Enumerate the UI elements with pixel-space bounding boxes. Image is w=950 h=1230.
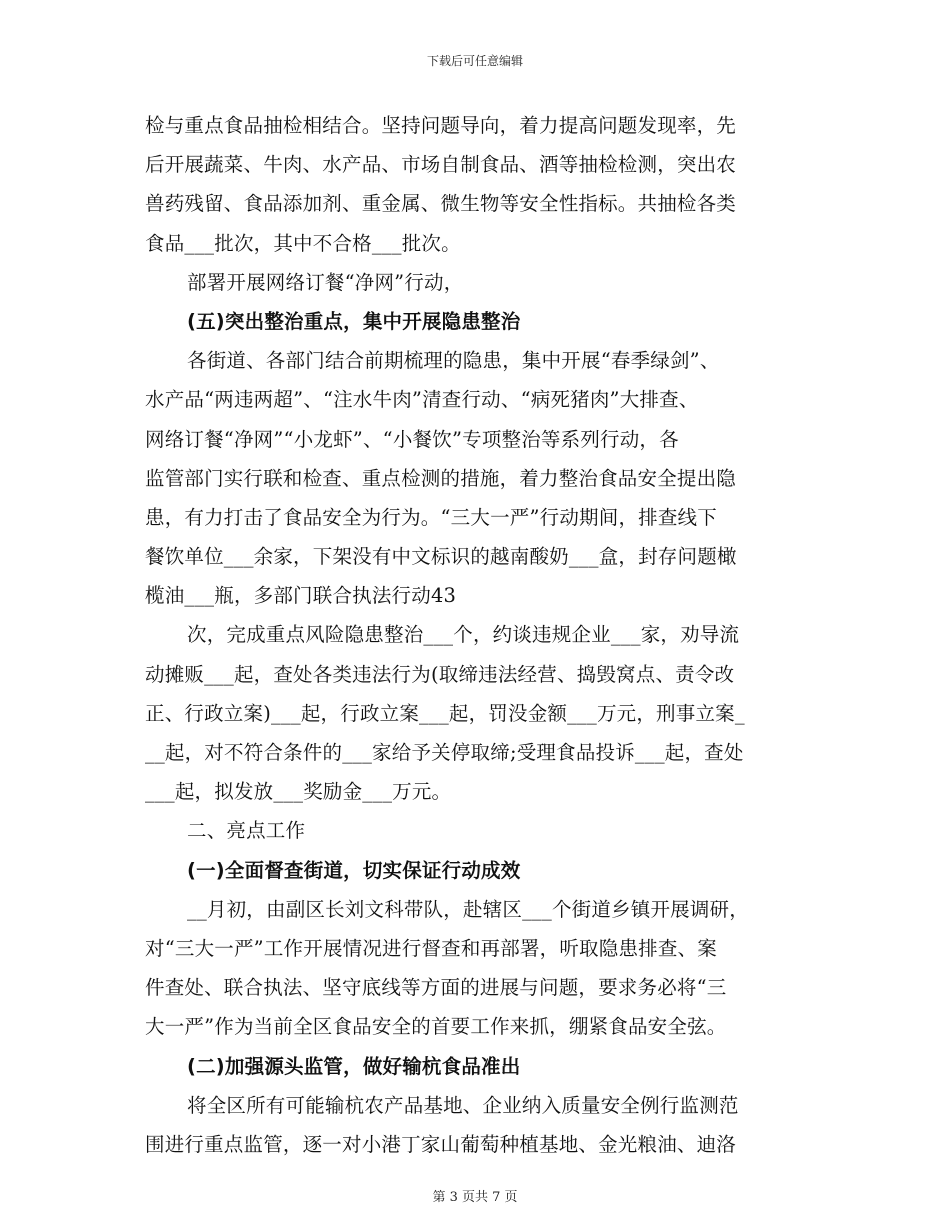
text-line: 餐饮单位___余家，下架没有中文标识的越南酸奶___盒，封存问题橄 — [145, 545, 737, 569]
text-line: 件查处、联合执法、坚守底线等方面的进展与问题，要求务必将“三 — [145, 976, 727, 1000]
text-line: __起，对不符合条件的___家给予关停取缔;受理食品投诉___起，查处 — [145, 741, 744, 764]
text-line: 网络订餐“净网”“小龙虾”、“小餐饮”专项整治等系列行动，各 — [145, 427, 679, 451]
text-line: 检与重点食品抽检相结合。坚持问题导向，着力提高问题发现率，先 — [145, 114, 737, 137]
text-line: 将全区所有可能输杭农产品基地、企业纳入质量安全例行监测范 — [187, 1093, 739, 1117]
text-line: 患，有力打击了食品安全为行为。“三大一严”行动期间，排查线下 — [145, 505, 717, 529]
text-line: 部署开展网络订餐“净网”行动， — [187, 270, 464, 294]
text-line: 正、行政立案)___起，行政立案___起，罚没金额___万元，刑事立案_ — [145, 701, 745, 725]
page-footer: 第 3 页共 7 页 — [432, 1190, 518, 1205]
text-line: 动摊贩___起，查处各类违法行为(取缔违法经营、捣毁窝点、责令改 — [145, 662, 735, 686]
text-line: __月初，由副区长刘文科带队，赴辖区___个街道乡镇开展调研， — [187, 897, 749, 921]
text-line: 次，完成重点风险隐患整治___个，约谈违规企业___家，劝导流 — [187, 623, 740, 647]
section-heading: (五)突出整治重点，集中开展隐患整治 — [187, 309, 521, 333]
text-line: 后开展蔬菜、牛肉、水产品、市场自制食品、酒等抽检检测，突出农 — [145, 153, 737, 177]
text-line: 各街道、各部门结合前期梳理的隐患，集中开展“春季绿剑”、 — [187, 349, 720, 373]
text-line: 大一严”作为当前全区食品安全的首要工作来抓，绷紧食品安全弦。 — [145, 1015, 727, 1039]
text-line: 水产品“两违两超”、“注水牛肉”清查行动、“病死猪肉”大排查、 — [145, 388, 699, 412]
text-line: 兽药残留、食品添加剂、重金属、微生物等安全性指标。共抽检各类 — [145, 192, 737, 216]
page-header: 下载后可任意编辑 — [426, 54, 523, 68]
text-line: 二、亮点工作 — [187, 819, 306, 843]
text-line: 监管部门实行联和检查、重点检测的措施，着力整治食品安全提出隐 — [145, 466, 737, 490]
section-heading: (一)全面督查街道，切实保证行动成效 — [187, 858, 521, 882]
text-line: ___起，拟发放___奖励金___万元。 — [145, 780, 452, 804]
document-body — [145, 106, 810, 1164]
text-line: 对“三大一严”工作开展情况进行督查和再部署，听取隐患排查、案 — [145, 936, 717, 960]
text-line: 榄油___瓶，多部门联合执法行动43 — [145, 584, 457, 608]
text-line: 食品___批次，其中不合格___批次。 — [145, 231, 461, 255]
text-line: 围进行重点监管，逐一对小港丁家山葡萄种植基地、金光粮油、迪洛 — [145, 1132, 737, 1156]
section-heading: (二)加强源头监管，做好输杭食品准出 — [187, 1054, 521, 1078]
